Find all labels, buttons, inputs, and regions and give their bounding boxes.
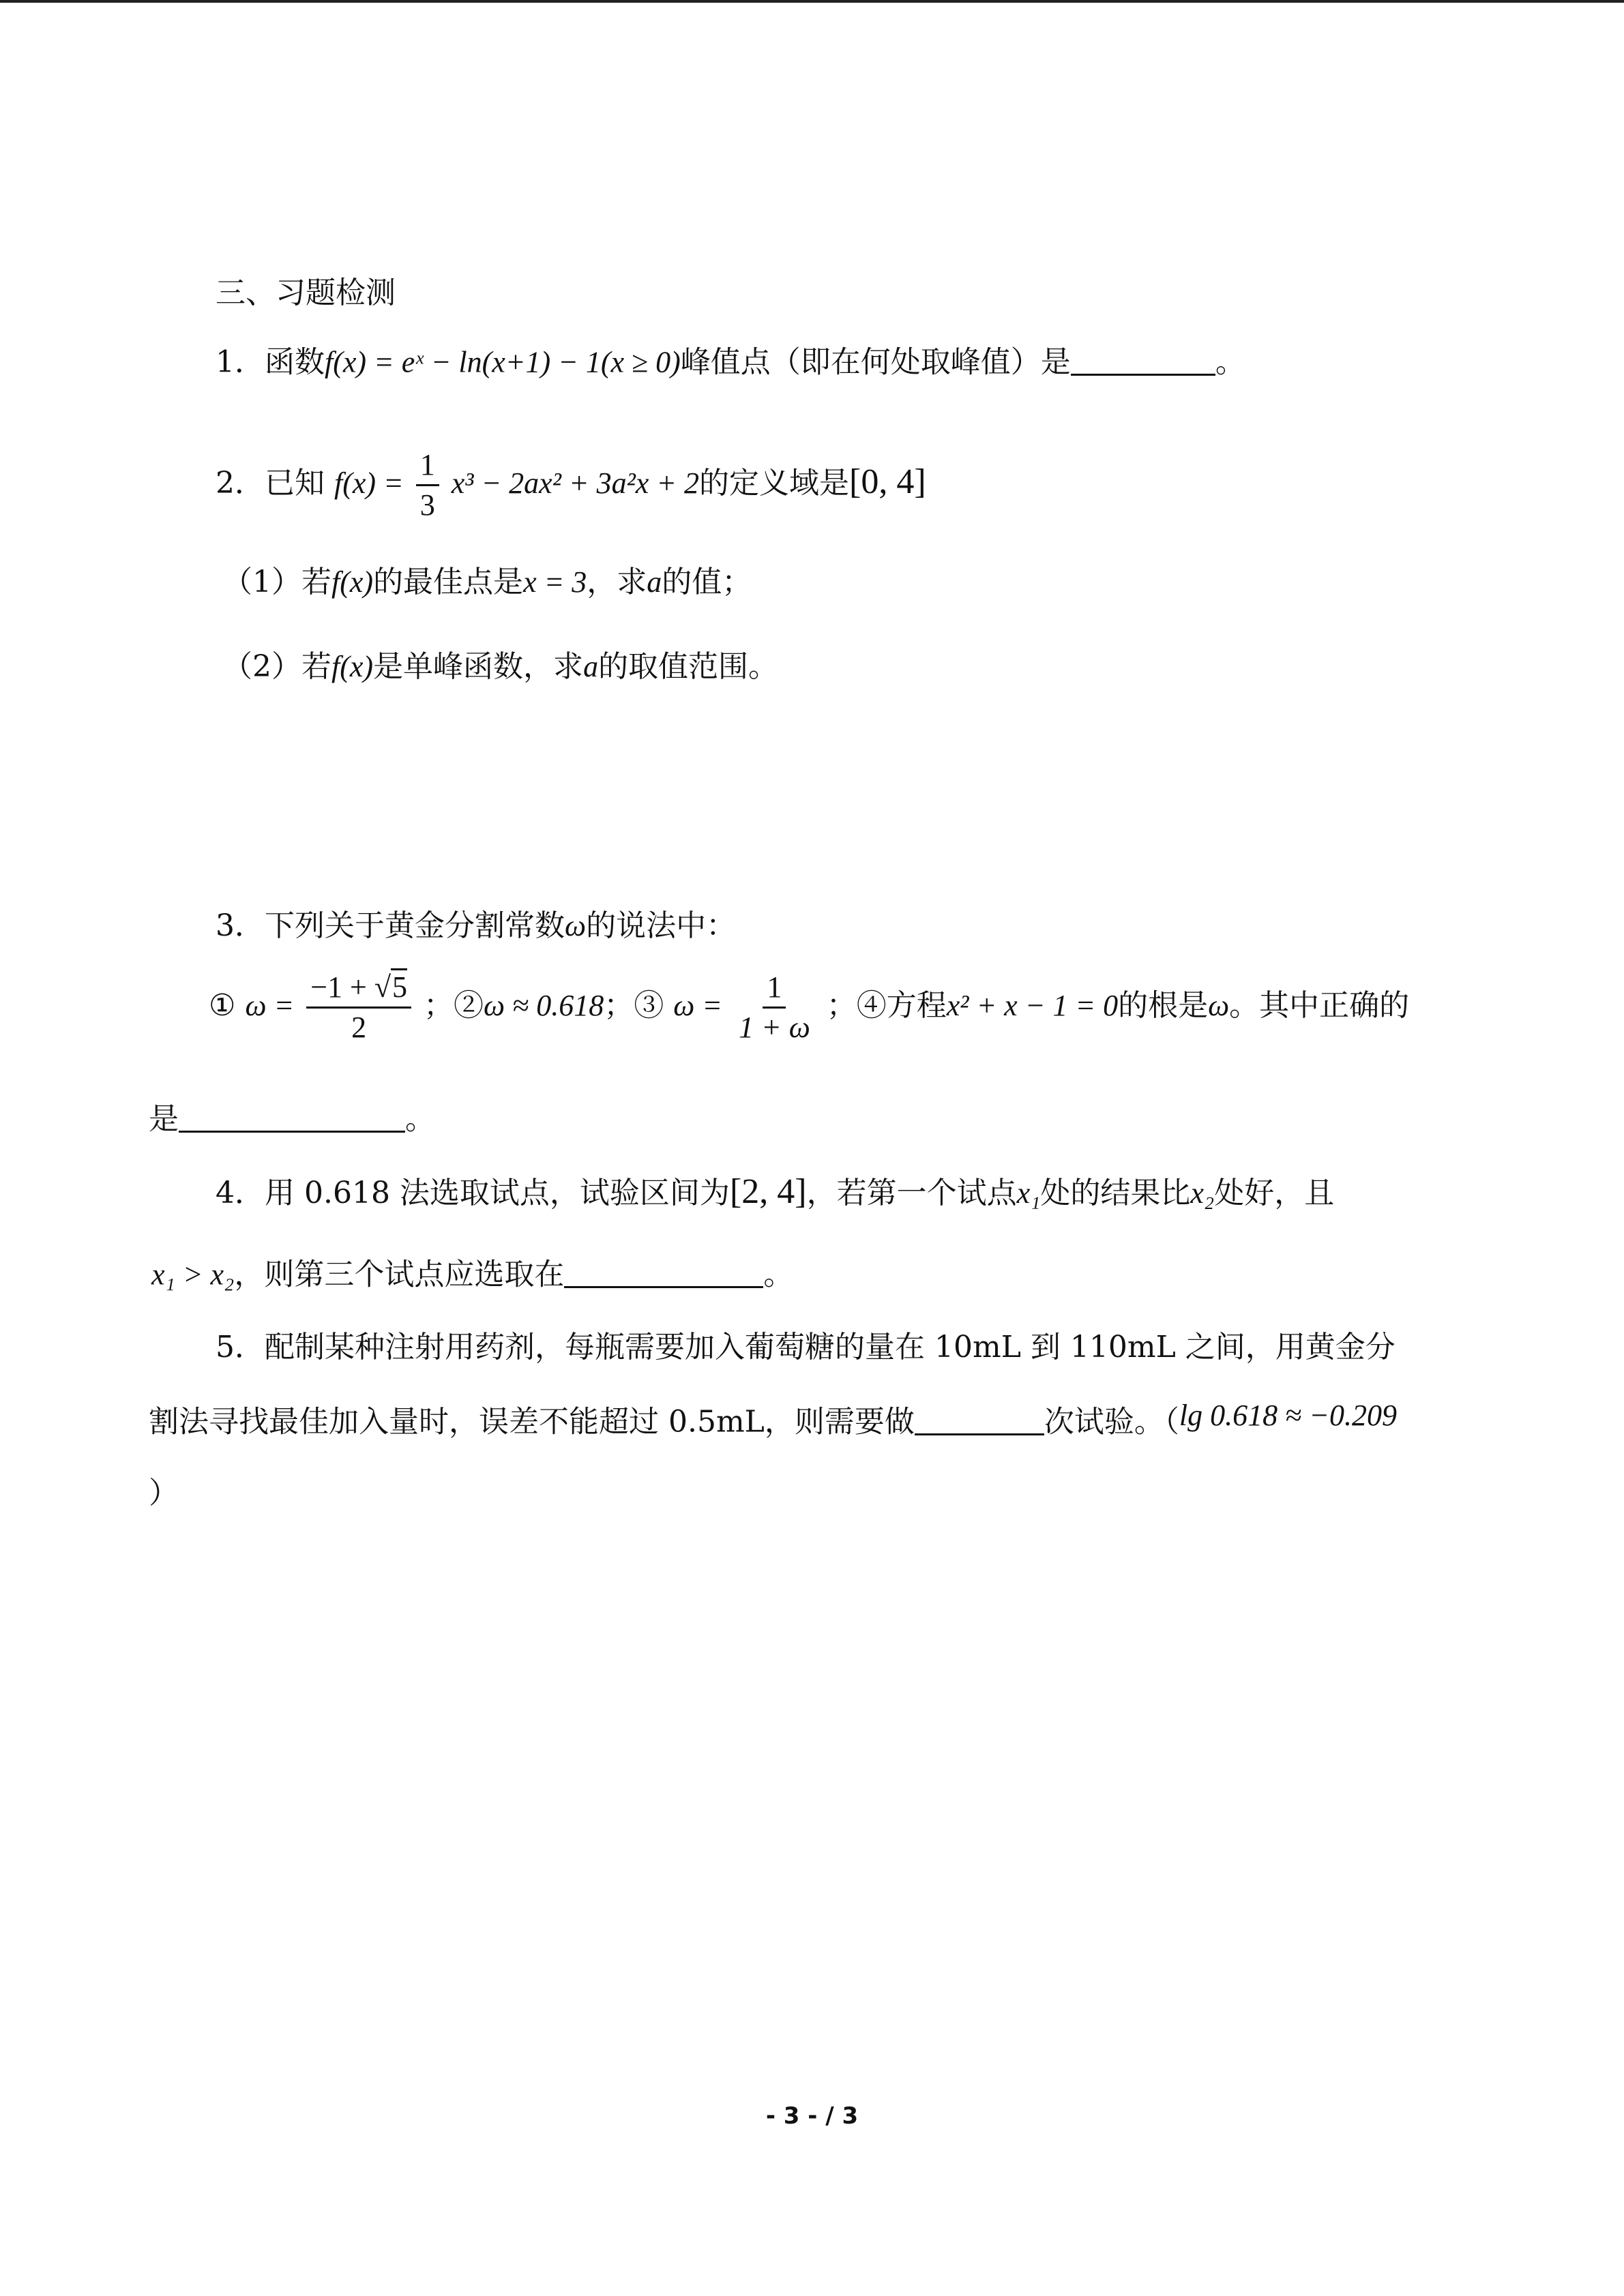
option-1-numerator [306, 972, 411, 1009]
question-5-line-2 [149, 1398, 1397, 1440]
question-4-condition: x₁ > x₂ [151, 1257, 235, 1292]
separator-2: ； [604, 988, 634, 1023]
question-5-line-3: ） [149, 1476, 179, 1510]
option-1-fraction [306, 972, 411, 1043]
option-1-numerator-text: −1 + [310, 970, 374, 1004]
question-2-pre: 已知 [265, 466, 325, 501]
option-1-marker: ① [209, 988, 236, 1023]
question-2-interval: [0, 4] [849, 462, 926, 501]
question-3 [216, 908, 737, 943]
question-3-end: 。 [405, 1101, 435, 1137]
question-4-line-2 [151, 1256, 793, 1290]
option-4-omega: ω [1208, 989, 1230, 1022]
question-3-answer-blank[interactable] [179, 1101, 405, 1133]
separator-3: ； [826, 988, 857, 1023]
question-3-omega: ω [565, 909, 587, 942]
sqrt-radicand: 5 [391, 968, 407, 1004]
question-4-x1: x₁ [1016, 1176, 1041, 1210]
option-2-expression: ω ≈ 0.618 [484, 989, 604, 1022]
part-1-label: （1）若 [222, 565, 331, 599]
question-1-number: 1． [216, 344, 265, 380]
separator-1: ； [424, 988, 454, 1023]
section-title: 三、习题检测 [216, 275, 396, 310]
question-3-tail: 。其中正确的 [1229, 988, 1410, 1023]
question-5 [216, 1330, 1396, 1365]
question-4-text-1: 用 0.618 法选取试点，试验区间为 [265, 1176, 730, 1210]
question-3-line-2-text: 是 [149, 1101, 179, 1137]
option-2-marker: ② [454, 988, 484, 1023]
question-4-text-5: ，则第三个试点应选取在 [234, 1257, 565, 1292]
question-5-text-2a: 割法寻找最佳加入量时，误差不能超过 0.5mL，则需要做 [149, 1404, 915, 1440]
part-1-function: f(x) [331, 565, 374, 599]
question-2-rhs: x³ − 2ax² + 3a²x + 2 [451, 466, 699, 500]
question-4-text-2: ，若第一个试点 [806, 1176, 1017, 1210]
question-1-pre: 函数 [265, 344, 325, 380]
part-1-equation: x = 3 [523, 565, 587, 599]
part-2-function: f(x) [331, 650, 374, 683]
question-2 [216, 450, 926, 520]
question-5-number: 5． [216, 1330, 265, 1365]
question-5-hint: lg 0.618 ≈ −0.209 [1179, 1398, 1397, 1432]
part-1-text-1: 的最佳点是 [373, 565, 524, 599]
question-3-text-2: 的说法中： [586, 908, 737, 943]
part-1-text-3: 的值； [662, 565, 752, 599]
part-2-text-1: 是单峰函数，求 [373, 649, 584, 684]
question-4-text-4: 处好，且 [1214, 1176, 1335, 1210]
question-3-options [209, 972, 1409, 1043]
option-3-marker: ③ [634, 988, 664, 1023]
part-2-variable: a [583, 650, 599, 683]
option-3-fraction [735, 972, 814, 1043]
option-1-denominator: 2 [351, 1011, 367, 1044]
question-4-interval: [2, 4] [729, 1172, 807, 1211]
part-1-text-2: ，求 [587, 565, 647, 599]
question-2-number: 2． [216, 466, 265, 501]
option-4-equation: x² + x − 1 = 0 [946, 989, 1119, 1022]
fraction-numerator: 1 [416, 450, 439, 486]
part-2-label: （2）若 [222, 649, 331, 684]
part-1-variable: a [647, 565, 662, 599]
question-1-answer-blank[interactable] [1071, 344, 1215, 376]
question-1 [216, 344, 1245, 378]
question-3-line-2 [149, 1101, 435, 1135]
question-3-number: 3． [216, 908, 265, 943]
question-2-lhs: f(x) = [334, 466, 404, 500]
page-top-border [0, 0, 1624, 3]
option-4-text-2: 的根是 [1118, 988, 1209, 1023]
question-4-number: 4． [216, 1176, 265, 1210]
option-1-lhs: ω = [245, 989, 295, 1022]
question-1-formula: f(x) = eˣ − ln(x+1) − 1(x ≥ 0) [325, 345, 681, 379]
question-4-answer-blank[interactable] [564, 1256, 763, 1288]
question-1-text: 峰值点（即在何处取峰值）是 [680, 344, 1071, 380]
question-2-part-1 [222, 567, 752, 597]
option-3-denominator: 1 + ω [739, 1011, 810, 1044]
option-3-lhs: ω = [673, 989, 722, 1022]
option-4-text: ④方程 [856, 988, 947, 1023]
sqrt-symbol: √ [374, 970, 392, 1004]
question-2-text: 的定义域是 [699, 466, 849, 501]
question-5-answer-blank[interactable] [915, 1403, 1044, 1435]
fraction-denominator: 3 [419, 488, 435, 522]
question-1-end: 。 [1215, 344, 1245, 380]
question-3-text: 下列关于黄金分割常数 [265, 908, 565, 943]
page-number: - 3 - / 3 [765, 2102, 859, 2130]
question-2-part-2 [222, 649, 779, 684]
question-5-line-1: 配制某种注射用药剂，每瓶需要加入葡萄糖的量在 10mL 到 110mL 之间，用黄金分 [265, 1330, 1396, 1365]
question-4-text-3: 处的结果比 [1040, 1176, 1191, 1210]
question-4-end: 。 [763, 1257, 794, 1292]
question-2-fraction [416, 450, 439, 520]
question-5-text-2b: 次试验。（ [1044, 1404, 1179, 1440]
option-3-numerator: 1 [763, 972, 786, 1009]
question-4 [216, 1174, 1334, 1210]
question-4-x2: x₂ [1190, 1176, 1215, 1210]
part-2-text-2: 的取值范围。 [598, 649, 779, 684]
